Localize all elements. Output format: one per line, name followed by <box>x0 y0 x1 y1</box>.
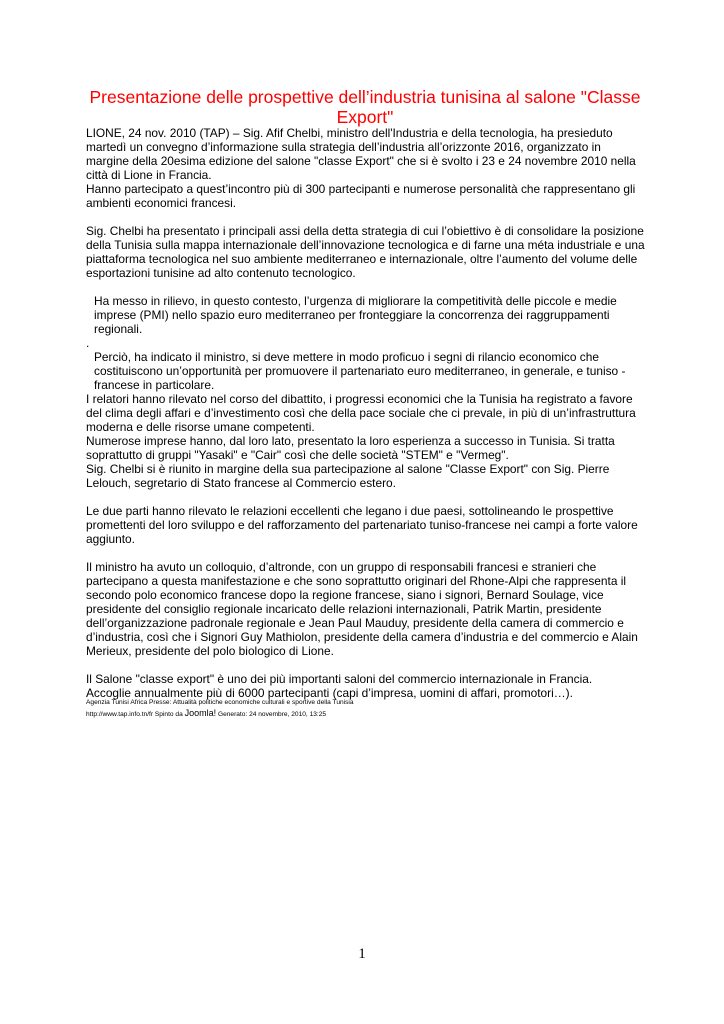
footer-brand: Joomla! <box>184 708 217 718</box>
paragraph: Sig. Chelbi si è riunito in margine della sua partecipazione al salone "Classe Export" con Sig. Pierre Lelouch, segretario di Stato francese al Commercio estero. <box>86 462 610 490</box>
paragraph: Numerose imprese hanno, dal loro lato, presentato la loro esperienza a successo in Tunisia. Si tratta soprattutto di gruppi "Yasaki" e "Cair" così che delle società "STEM" e "Vermeg". <box>86 434 615 462</box>
article-body <box>86 126 646 700</box>
paragraph: I relatori hanno rilevato nel corso del dibattito, i progressi economici che la Tunisia ha registrato a favore del clima degli affari e d’investimento così che della pace sociale che ci prevale, in più di un’infrastruttura moderna e delle risorse umane competenti. <box>86 392 636 434</box>
paragraph: Il Salone "classe export" è uno dei più importanti saloni del commercio internazionale in Francia. <box>86 672 593 686</box>
paragraph: Accoglie annualmente più di 6000 partecipanti (capi d’impresa, uomini di affari, promotori…). <box>86 686 573 700</box>
footer-url[interactable]: http://www.tap.info.tn/fr Spinto da <box>86 711 185 718</box>
paragraph: Le due parti hanno rilevato le relazioni eccellenti che legano i due paesi, sottolineando le prospettive promettenti del loro sviluppo e del rafforzamento del partenariato tuniso-francese nei campi a forte valore aggiunto. <box>86 504 638 546</box>
footer-generated-line <box>86 708 646 720</box>
paragraph: Il ministro ha avuto un colloquio, d’altronde, con un gruppo di responsabili francesi e stranieri che partecipano a questa manifestazione e che sono soprattutto originari del Rhone-Alpi che rappresenta il secondo polo economico francese dopo la regione francese, siano i signori, Bernard Soulage, vice presidente del consiglio regionale incaricato delle relazioni internazionali, Patrik Martin, presidente dell’organizzazione padronale regionale e Jean Paul Mauduy, presidente della camera di commercio e d’industria, così che i Signori Guy Mathiolon, presidente della camera d’industria e del commercio e Alain Merieux, presidente del polo biologico di Lione. <box>86 560 638 658</box>
page-number: 1 <box>358 946 366 962</box>
footer-generated-date: Generato: 24 novembre, 2010, 13:25 <box>216 711 327 718</box>
footer-source-line: Agenzia Tunisi Africa Presse: Attualità politiche economiche culturali e sportive della Tunisia <box>86 699 354 706</box>
paragraph: Ha messo in rilievo, in questo contesto, l’urgenza di migliorare la competitività delle piccole e medie imprese (PMI) nello spazio euro mediterraneo per fronteggiare la concorrenza dei raggruppamenti regionali. <box>94 294 617 336</box>
page-footer <box>86 697 646 720</box>
paragraph: Hanno partecipato a quest’incontro più di 300 partecipanti e numerose personalità che rappresentano gli ambienti economici francesi. <box>86 182 636 210</box>
paragraph: . <box>86 336 90 350</box>
article-title: Presentazione delle prospettive dell’industria tunisina al salone "Classe Export" <box>89 87 641 127</box>
paragraph: Sig. Chelbi ha presentato i principali assi della detta strategia di cui l’obiettivo è di consolidare la posizione della Tunisia sulla mappa internazionale dell’innovazione tecnologica e di farne una méta industriale e una piattaforma tecnologica nel suo ambiente mediterraneo e internazionale, oltre l’aumento del volume delle esportazioni tunisine ad alto contenuto tecnologico. <box>86 224 645 280</box>
paragraph: LIONE, 24 nov. 2010 (TAP) – Sig. Afif Chelbi, ministro dell'Industria e della tecnologia, ha presieduto martedì un convegno d’informazione sulla strategia dell’industria all’orizzonte 2016, organizzato in margine della 20esima edizione del salone "classe Export" che si è svolto i 23 e 24 novembre 2010 nella città di Lione in Francia. <box>86 126 636 182</box>
paragraph: Perciò, ha indicato il ministro, si deve mettere in modo proficuo i segni di rilancio economico che costituiscono un’opportunità per promuovere il partenariato euro mediterraneo, in generale, e tuniso - francese in particolare. <box>94 350 626 392</box>
